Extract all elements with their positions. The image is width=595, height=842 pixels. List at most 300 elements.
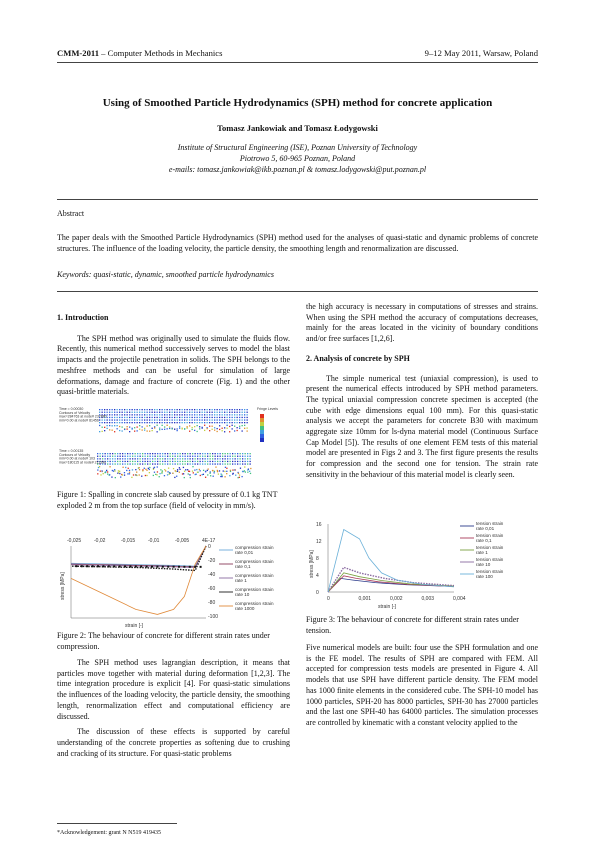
particle: [205, 477, 206, 478]
figure-3-caption: Figure 3: The behaviour of concrete for different strain rates under tension.: [306, 615, 519, 635]
particle: [102, 409, 103, 410]
particle: [144, 409, 145, 410]
particle: [210, 458, 211, 459]
particle: [185, 461, 186, 462]
particle: [134, 427, 135, 428]
particle: [187, 414, 188, 415]
particle: [167, 422, 168, 423]
particle: [207, 470, 208, 471]
particle: [136, 471, 137, 472]
particle: [107, 463, 108, 464]
particle: [112, 422, 113, 423]
data-marker: [81, 565, 83, 567]
particle: [137, 463, 138, 464]
particle: [155, 474, 156, 475]
data-marker: [162, 566, 164, 568]
particle: [137, 412, 138, 413]
particle: [175, 463, 176, 464]
particle: [134, 422, 135, 423]
particle: [227, 414, 228, 415]
particle: [119, 473, 120, 474]
particle: [237, 427, 238, 428]
particle: [185, 458, 186, 459]
particle: [144, 414, 145, 415]
particle: [207, 419, 208, 420]
particle: [110, 453, 111, 454]
particle: [149, 417, 150, 418]
particle: [189, 431, 190, 432]
particle: [219, 409, 220, 410]
particle: [154, 472, 155, 473]
particle: [137, 461, 138, 462]
particle: [187, 422, 188, 423]
particle: [174, 417, 175, 418]
particle: [147, 409, 148, 410]
particle: [192, 453, 193, 454]
particle: [142, 469, 143, 470]
paper-title: Using of Smoothed Particle Hydrodynamics (SPH) method for concrete application: [102, 97, 493, 109]
particle: [107, 417, 108, 418]
particle: [107, 456, 108, 457]
particle: [144, 417, 145, 418]
particle: [247, 409, 248, 410]
fig1-label-line: min=0.00 at node# 103: [59, 456, 95, 461]
particle: [100, 471, 101, 472]
particle: [118, 470, 119, 471]
particle: [209, 409, 210, 410]
particle: [229, 426, 230, 427]
particle: [222, 430, 223, 431]
particle: [185, 469, 186, 470]
particle: [184, 429, 185, 430]
particle: [149, 414, 150, 415]
particle: [130, 453, 131, 454]
data-marker: [108, 565, 110, 567]
particle: [125, 467, 126, 468]
particle: [139, 429, 140, 430]
particle: [162, 409, 163, 410]
col2-paragraph-1: the high accuracy is necessary in computations of stresses and strains. When using the SPH method the accuracy of computations decreases, mainly for the areas located in the vicinity of boundary conditions and/or free surfaces [1,2,6].: [306, 302, 538, 344]
particle: [112, 470, 113, 471]
particle: [130, 456, 131, 457]
particle: [203, 474, 204, 475]
particle: [212, 463, 213, 464]
particle: [119, 430, 120, 431]
particle: [146, 470, 147, 471]
conference-subtitle: – Computer Methods in Mechanics: [99, 48, 223, 58]
particle: [214, 419, 215, 420]
particle: [152, 419, 153, 420]
particle: [167, 463, 168, 464]
particle: [242, 422, 243, 423]
particle: [197, 461, 198, 462]
particle: [137, 453, 138, 454]
data-marker: [124, 565, 126, 567]
particle: [137, 409, 138, 410]
particle: [195, 453, 196, 454]
particle: [199, 419, 200, 420]
legend-swatch: [260, 414, 264, 418]
particle: [242, 430, 243, 431]
particle: [182, 456, 183, 457]
particle: [157, 417, 158, 418]
particle: [117, 417, 118, 418]
particle: [182, 458, 183, 459]
particle: [114, 414, 115, 415]
particle: [99, 431, 100, 432]
legend-label: compression strain rate 0,1: [235, 559, 274, 569]
particle: [225, 453, 226, 454]
particle: [212, 412, 213, 413]
particle: [147, 461, 148, 462]
particle: [230, 463, 231, 464]
particle: [114, 422, 115, 423]
x-tick-label: 0,003: [421, 596, 435, 602]
particle: [172, 463, 173, 464]
particle: [149, 422, 150, 423]
particle: [104, 412, 105, 413]
y-axis-label: stress [MPa]: [60, 572, 66, 600]
particle: [235, 458, 236, 459]
particle: [212, 429, 213, 430]
particle: [155, 463, 156, 464]
data-marker: [200, 566, 202, 568]
particle: [184, 409, 185, 410]
particle: [202, 453, 203, 454]
particle: [199, 469, 200, 470]
particle: [154, 414, 155, 415]
particle: [103, 473, 104, 474]
particle: [192, 412, 193, 413]
affiliation-line1: Institute of Structural Engineering (ISE), Poznan University of Technology: [177, 143, 418, 152]
particle: [152, 463, 153, 464]
particle: [122, 417, 123, 418]
x-axis-label: strain [-]: [125, 623, 144, 628]
particle: [114, 469, 115, 470]
particle: [210, 456, 211, 457]
particle: [154, 409, 155, 410]
particle: [155, 458, 156, 459]
particle: [157, 453, 158, 454]
particle: [237, 414, 238, 415]
particle: [114, 425, 115, 426]
particle: [177, 453, 178, 454]
particle: [250, 458, 251, 459]
particle: [142, 461, 143, 462]
particle: [221, 476, 222, 477]
particle: [224, 409, 225, 410]
legend-swatch: [260, 430, 264, 434]
particle: [169, 419, 170, 420]
particle: [242, 461, 243, 462]
figure-2-caption: Figure 2: The behaviour of concrete for different strain rates under compression.: [57, 631, 270, 651]
particle: [137, 458, 138, 459]
particle: [167, 461, 168, 462]
particle: [175, 453, 176, 454]
particle: [177, 456, 178, 457]
particle: [182, 419, 183, 420]
intro-paragraph-3: The discussion of these effects is supported by careful understanding of the concrete properties as softening due to crushing and cracking of its structure. For quasi-static problems: [57, 727, 290, 758]
particle: [200, 453, 201, 454]
particle: [154, 427, 155, 428]
y-tick-label: 0: [316, 590, 319, 596]
particle: [194, 412, 195, 413]
particle: [250, 463, 251, 464]
particle: [192, 458, 193, 459]
particle: [167, 471, 168, 472]
particle: [102, 458, 103, 459]
particle: [202, 422, 203, 423]
particle: [117, 461, 118, 462]
particle: [239, 409, 240, 410]
particle: [167, 428, 168, 429]
particle: [157, 425, 158, 426]
particle: [177, 409, 178, 410]
particle: [109, 425, 110, 426]
particle: [110, 456, 111, 457]
fig1-color-legend: [260, 414, 264, 442]
particle: [120, 461, 121, 462]
particle: [244, 412, 245, 413]
particle: [204, 425, 205, 426]
particle: [100, 458, 101, 459]
particle: [242, 456, 243, 457]
header-rule: [57, 62, 538, 63]
particle: [199, 414, 200, 415]
legend-label: compression strain rate 0,01: [235, 545, 274, 555]
particle: [217, 422, 218, 423]
particle: [109, 429, 110, 430]
particle: [212, 422, 213, 423]
particle: [217, 453, 218, 454]
particle: [174, 409, 175, 410]
particle: [193, 472, 194, 473]
particle: [172, 419, 173, 420]
particle: [127, 409, 128, 410]
y-tick-label: 0: [208, 544, 211, 550]
particle: [172, 414, 173, 415]
particle: [159, 414, 160, 415]
particle: [112, 430, 113, 431]
particle: [105, 458, 106, 459]
particle: [112, 463, 113, 464]
particle: [182, 422, 183, 423]
particle: [224, 431, 225, 432]
particle: [229, 409, 230, 410]
conference-name: CMM-2011: [57, 48, 100, 58]
particle: [167, 456, 168, 457]
particle: [109, 422, 110, 423]
particle: [105, 453, 106, 454]
particle: [129, 414, 130, 415]
particle: [124, 422, 125, 423]
particle: [170, 456, 171, 457]
particle: [120, 476, 121, 477]
particle: [169, 422, 170, 423]
particle: [162, 456, 163, 457]
data-marker: [156, 566, 158, 568]
particle: [219, 422, 220, 423]
particle: [237, 463, 238, 464]
particle: [202, 456, 203, 457]
particle: [179, 422, 180, 423]
particle: [107, 414, 108, 415]
particle: [162, 461, 163, 462]
particle: [112, 417, 113, 418]
particle: [159, 412, 160, 413]
particle: [184, 414, 185, 415]
particle: [183, 467, 184, 468]
data-marker: [151, 566, 153, 568]
particle: [97, 456, 98, 457]
particle: [117, 414, 118, 415]
particle: [99, 422, 100, 423]
particle: [124, 429, 125, 430]
figure-3-chart: [306, 518, 538, 614]
particle: [150, 456, 151, 457]
particle: [107, 422, 108, 423]
particle: [234, 469, 235, 470]
particle: [232, 414, 233, 415]
particle: [208, 468, 209, 469]
particle: [132, 409, 133, 410]
particle: [192, 417, 193, 418]
particle: [125, 463, 126, 464]
particle: [237, 456, 238, 457]
particle: [142, 412, 143, 413]
particle: [154, 426, 155, 427]
particle: [179, 417, 180, 418]
particle: [222, 463, 223, 464]
particle: [238, 473, 239, 474]
particle: [160, 458, 161, 459]
particle: [210, 475, 211, 476]
particle: [142, 414, 143, 415]
particle: [182, 461, 183, 462]
particle: [232, 469, 233, 470]
particle: [192, 461, 193, 462]
particle: [124, 414, 125, 415]
particle: [222, 419, 223, 420]
particle: [179, 409, 180, 410]
particle: [100, 474, 101, 475]
particle: [219, 419, 220, 420]
particle: [154, 412, 155, 413]
intro-paragraph-1: The SPH method was originally used to simulate the fluids flow. Recently, this numerical method successively serves to model the blast impacts and the projectile penetration in solids. The SPH belongs to the meshfree methods and can be useful for simulation of large deformations, damage and fracture of concrete (Fig. 1) and the other quasi-brittle materials.: [57, 333, 290, 397]
particle: [192, 419, 193, 420]
particle: [146, 475, 147, 476]
particle: [154, 417, 155, 418]
particle: [132, 461, 133, 462]
x-tick-label: 0,001: [358, 596, 372, 602]
particle: [99, 419, 100, 420]
particle: [247, 427, 248, 428]
particle: [192, 414, 193, 415]
particle: [142, 453, 143, 454]
particle: [222, 412, 223, 413]
particle: [157, 431, 158, 432]
particle: [207, 409, 208, 410]
particle: [227, 461, 228, 462]
particle: [227, 463, 228, 464]
particle: [202, 414, 203, 415]
particle: [157, 409, 158, 410]
particle: [227, 425, 228, 426]
particle: [122, 453, 123, 454]
particle: [230, 461, 231, 462]
fig1-label-line: Time = 0.00030: [59, 407, 84, 411]
particle: [249, 471, 250, 472]
particle: [232, 428, 233, 429]
particle: [120, 458, 121, 459]
particle: [232, 409, 233, 410]
data-marker: [173, 566, 175, 568]
particle: [202, 474, 203, 475]
particle: [188, 473, 189, 474]
particle: [127, 426, 128, 427]
particle: [202, 409, 203, 410]
particle: [162, 453, 163, 454]
particle: [227, 409, 228, 410]
fig1-label-line: max=180115 at node# 211590: [59, 460, 107, 465]
particle: [241, 476, 242, 477]
particle: [102, 431, 103, 432]
particle: [234, 409, 235, 410]
particle: [212, 419, 213, 420]
particle: [244, 425, 245, 426]
particle: [189, 417, 190, 418]
y-tick-label: -60: [208, 586, 216, 592]
particle: [150, 458, 151, 459]
particle: [102, 419, 103, 420]
particle: [152, 453, 153, 454]
particle: [220, 458, 221, 459]
data-marker: [167, 566, 169, 568]
fig1-label-line: min=0.00 at node# 81456: [59, 418, 99, 423]
particle: [122, 419, 123, 420]
data-marker: [102, 565, 104, 567]
particle: [197, 425, 198, 426]
particle: [129, 412, 130, 413]
particle: [199, 417, 200, 418]
particle: [170, 453, 171, 454]
particle: [162, 429, 163, 430]
particle: [177, 422, 178, 423]
particle: [129, 470, 130, 471]
particle: [190, 456, 191, 457]
legend-label: tension strain rate 10: [476, 557, 504, 567]
particle: [152, 461, 153, 462]
y-tick-label: -80: [208, 600, 216, 606]
particle: [177, 430, 178, 431]
particle: [214, 430, 215, 431]
particle: [229, 417, 230, 418]
particle: [217, 471, 218, 472]
particle: [202, 427, 203, 428]
fig1-label-line: Contours of Velocity: [59, 452, 91, 457]
series-line: [328, 573, 454, 592]
particle: [119, 471, 120, 472]
particle: [215, 463, 216, 464]
particle: [242, 463, 243, 464]
particle: [229, 475, 230, 476]
particle: [124, 419, 125, 420]
particle: [134, 419, 135, 420]
fig1-legend-title: Fringe Levels: [257, 407, 279, 411]
particle: [104, 419, 105, 420]
particle: [239, 419, 240, 420]
particle: [187, 453, 188, 454]
